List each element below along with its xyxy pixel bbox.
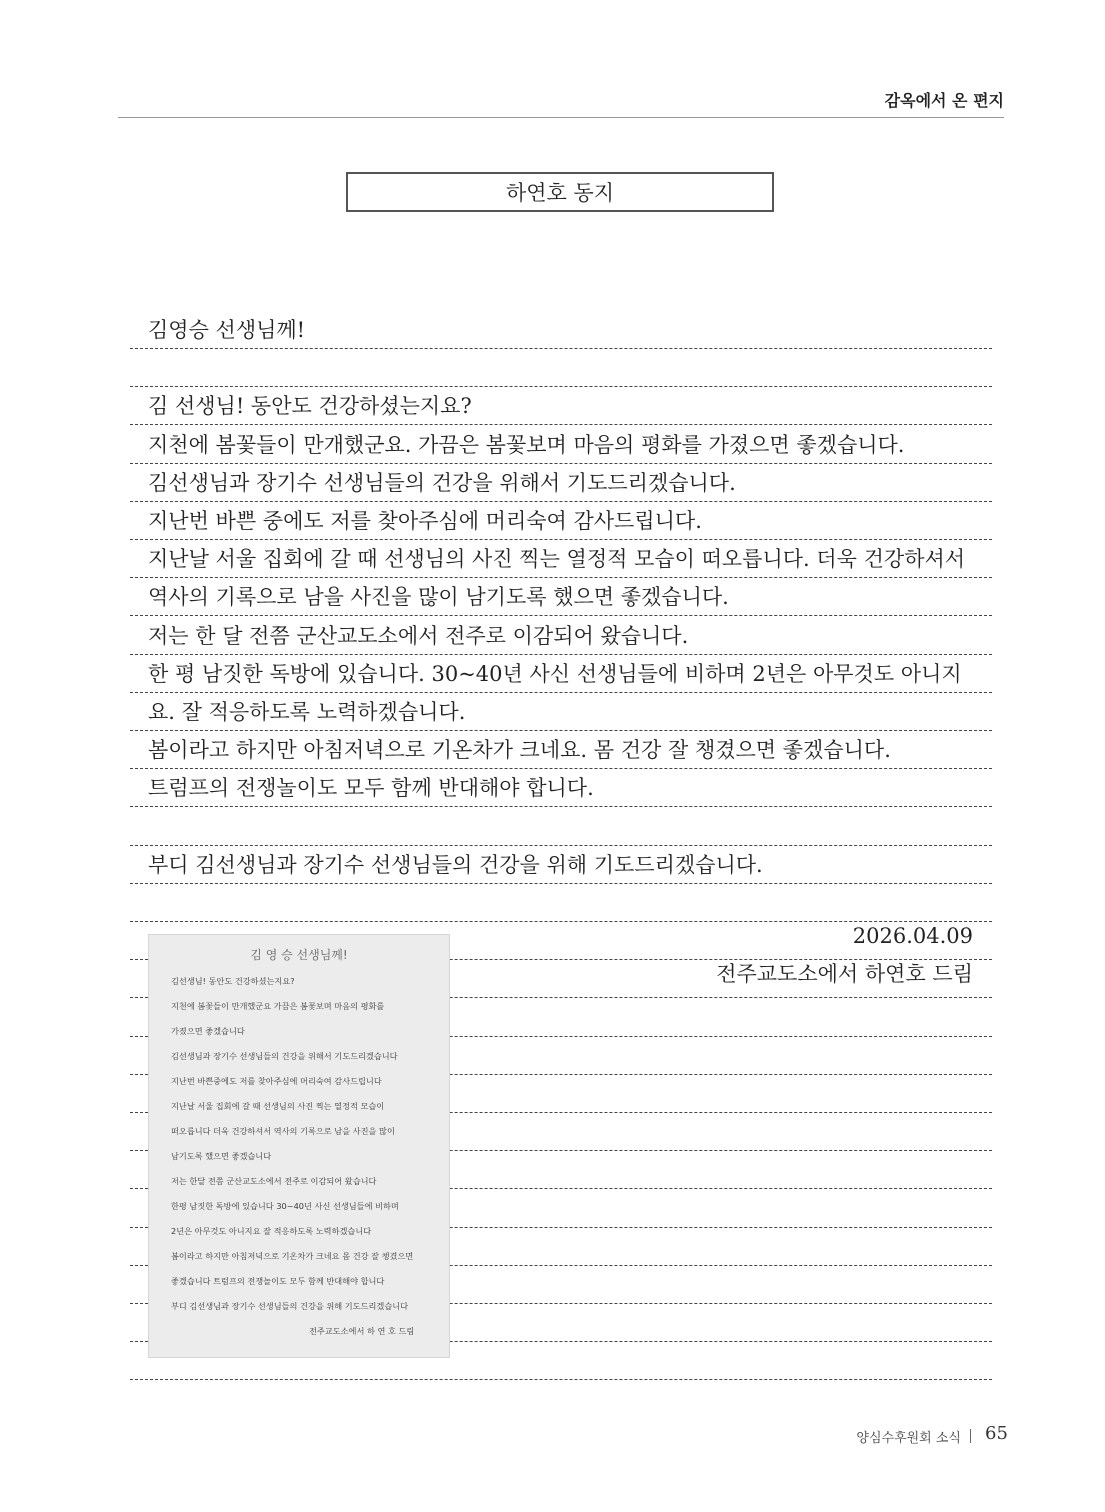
scan-handwriting-line: 저는 한달 전쯤 군산교도소에서 전주로 이감되어 왔습니다 <box>171 1176 377 1186</box>
scan-handwriting-line: 떠오릅니다 더욱 건강하셔서 역사의 기록으로 남을 사진을 많이 <box>171 1126 395 1136</box>
letter-line: 봄이라고 하지만 아침저녁으로 기온차가 크네요. 몸 건강 잘 챙겼으면 좋겠습니다. <box>148 738 891 762</box>
letter-date: 2026.04.09 <box>852 924 973 948</box>
letter-signature: 전주교도소에서 하연호 드림 <box>716 962 973 986</box>
section-title: 감옥에서 온 편지 <box>884 91 1004 110</box>
ruled-line <box>130 424 992 425</box>
handwritten-letter-scan <box>148 934 450 1358</box>
scan-handwriting-line: 부디 김선생님과 장기수 선생님들의 건강을 위해 기도드리겠습니다 <box>171 1301 409 1311</box>
letter-line: 요. 잘 적응하도록 노력하겠습니다. <box>148 700 466 724</box>
scan-handwriting-line: 남기도록 했으면 좋겠습니다 <box>171 1151 272 1161</box>
letter-line: 한 평 남짓한 독방에 있습니다. 30~40년 사신 선생님들에 비하며 2년은 아무것도 아니지 <box>148 662 962 686</box>
scan-handwriting-line: 2년은 아무것도 아니지요 잘 적응하도록 노력하겠습니다 <box>171 1226 372 1236</box>
scan-handwriting-line: 지천에 봄꽃들이 만개했군요 가끔은 봄꽃보며 마음의 평화를 <box>171 1001 385 1011</box>
scan-handwriting-line: 지난날 서울 집회에 갈 때 선생님의 사진 찍는 열정적 모습이 <box>171 1101 385 1111</box>
scan-handwriting-line: 김선생님과 장기수 선생님들의 건강을 위해서 기도드리겠습니다 <box>171 1051 398 1061</box>
letter-line: 지천에 봄꽃들이 만개했군요. 가끔은 봄꽃보며 마음의 평화를 가졌으면 좋겠습니다. <box>148 433 905 457</box>
letter-line: 역사의 기록으로 남을 사진을 많이 남기도록 했으면 좋겠습니다. <box>148 585 729 609</box>
footer-separator <box>970 1429 971 1443</box>
ruled-line <box>130 463 992 464</box>
letter-line: 지난번 바쁜 중에도 저를 찾아주심에 머리숙여 감사드립니다. <box>148 509 702 533</box>
scan-handwriting-line: 좋겠습니다 트럼프의 전쟁놀이도 모두 함께 반대해야 합니다 <box>171 1276 385 1286</box>
letter-line: 김영승 선생님께! <box>148 318 306 342</box>
ruled-line <box>130 692 992 693</box>
scan-handwriting-line: 김 영 승 선생님께! <box>250 948 348 962</box>
ruled-line <box>130 615 992 616</box>
letter-line: 부디 김선생님과 장기수 선생님들의 건강을 위해 기도드리겠습니다. <box>148 853 763 877</box>
ruled-line <box>130 348 992 349</box>
letter-line: 김선생님과 장기수 선생님들의 건강을 위해서 기도드리겠습니다. <box>148 471 736 495</box>
scan-handwriting-line: 지난번 바쁜중에도 저를 찾아주심에 머리숙여 감사드립니다 <box>171 1076 382 1086</box>
scan-handwriting-line: 김선생님! 동안도 건강하셨는지요? <box>171 976 295 986</box>
scan-handwriting-line: 전주교도소에서 하 연 호 드림 <box>309 1326 415 1336</box>
ruled-line <box>130 1379 992 1380</box>
ruled-line <box>130 577 992 578</box>
ruled-line <box>130 806 992 807</box>
ruled-line <box>130 539 992 540</box>
letter-line: 김 선생님! 동안도 건강하셨는지요? <box>148 394 472 418</box>
scan-handwriting-line: 봄이라고 하지만 아침저녁으로 기온차가 크네요 몸 건강 잘 챙겼으면 <box>171 1251 414 1261</box>
header-divider <box>118 117 1004 118</box>
ruled-line <box>130 845 992 846</box>
ruled-line <box>130 501 992 502</box>
scan-handwriting-line: 한평 남짓한 독방에 있습니다 30~40년 사신 선생님들에 비하며 <box>171 1201 399 1211</box>
letter-line: 지난날 서울 집회에 갈 때 선생님의 사진 찍는 열정적 모습이 떠오릅니다. 더욱 건강하셔서 <box>148 547 966 571</box>
ruled-line <box>130 386 992 387</box>
ruled-line <box>130 883 992 884</box>
ruled-line <box>130 730 992 731</box>
name-box-label: 하연호 동지 <box>505 181 615 205</box>
ruled-line <box>130 654 992 655</box>
scan-handwriting-line: 가졌으면 좋겠습니다 <box>171 1026 245 1036</box>
letter-line: 저는 한 달 전쯤 군산교도소에서 전주로 이감되어 왔습니다. <box>148 624 689 648</box>
page-number: 65 <box>985 1423 1008 1444</box>
ruled-line <box>130 768 992 769</box>
footer-brand: 양심수후원회 소식 <box>856 1431 961 1446</box>
letter-line: 트럼프의 전쟁놀이도 모두 함께 반대해야 합니다. <box>148 776 594 800</box>
name-box <box>346 172 774 212</box>
